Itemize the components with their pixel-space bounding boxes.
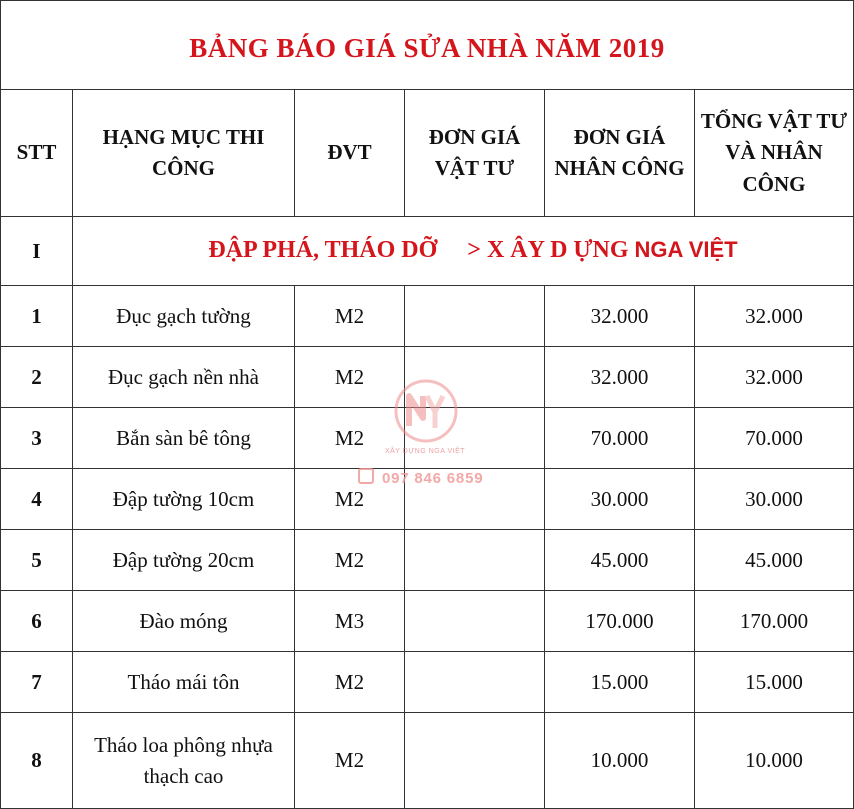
row-total: 32.000 — [695, 286, 854, 347]
row-material-price — [405, 469, 545, 530]
group-brand-name: NGA VIỆT — [634, 236, 738, 262]
title-cell — [1, 1, 854, 90]
row-stt: 3 — [1, 408, 73, 469]
row-item: Bắn sàn bê tông — [73, 408, 295, 469]
row-labor-price: 15.000 — [545, 652, 695, 713]
header-material-price — [405, 90, 545, 217]
row-total: 170.000 — [695, 591, 854, 652]
header-item-line: HẠNG MỤC THI — [102, 124, 265, 149]
group-stt: I — [1, 217, 73, 286]
row-unit: M2 — [295, 530, 405, 591]
row-item-line: Tháo loa phông nhựa — [94, 733, 273, 758]
header-material-line: ĐƠN GIÁ — [428, 124, 521, 149]
table-row — [1, 469, 854, 530]
row-stt: 7 — [1, 652, 73, 713]
row-stt: 8 — [1, 713, 73, 809]
row-item: Đập tường 20cm — [73, 530, 295, 591]
row-item: Đục gạch tường — [73, 286, 295, 347]
row-material-price — [405, 347, 545, 408]
row-unit: M2 — [295, 408, 405, 469]
table-row — [1, 591, 854, 652]
header-stt: STT — [1, 90, 73, 217]
header-item-line: CÔNG — [152, 156, 215, 180]
table-row — [1, 286, 854, 347]
row-unit: M3 — [295, 591, 405, 652]
row-item: Tháo mái tôn — [73, 652, 295, 713]
row-material-price — [405, 591, 545, 652]
table-row — [1, 652, 854, 713]
page-title: BẢNG BÁO GIÁ SỬA NHÀ NĂM 2019 — [189, 33, 665, 64]
header-labor-line: ĐƠN GIÁ — [573, 124, 666, 149]
table-row — [1, 530, 854, 591]
row-labor-price: 30.000 — [545, 469, 695, 530]
header-labor-line: NHÂN CÔNG — [554, 156, 685, 180]
header-total-line: CÔNG — [742, 171, 806, 196]
group-brand-prefix: > X ÂY D ỰNG — [467, 236, 629, 263]
row-stt: 2 — [1, 347, 73, 408]
row-unit: M2 — [295, 347, 405, 408]
row-labor-price: 45.000 — [545, 530, 695, 591]
row-total: 10.000 — [695, 713, 854, 809]
table-row — [1, 408, 854, 469]
row-unit: M2 — [295, 713, 405, 809]
row-material-price — [405, 652, 545, 713]
table-row — [1, 347, 854, 408]
row-item: Đập tường 10cm — [73, 469, 295, 530]
header-item — [73, 90, 295, 217]
row-labor-price: 32.000 — [545, 286, 695, 347]
row-item: Đục gạch nền nhà — [73, 347, 295, 408]
watermark-phone-number: 097 846 6859 — [382, 470, 484, 487]
header-unit: ĐVT — [295, 90, 405, 217]
header-total — [695, 90, 854, 217]
row-total: 15.000 — [695, 652, 854, 713]
row-material-price — [405, 286, 545, 347]
row-unit: M2 — [295, 286, 405, 347]
row-unit: M2 — [295, 469, 405, 530]
row-stt: 5 — [1, 530, 73, 591]
row-stt: 6 — [1, 591, 73, 652]
row-stt: 1 — [1, 286, 73, 347]
row-labor-price: 170.000 — [545, 591, 695, 652]
group-title-cell — [73, 217, 854, 286]
row-material-price — [405, 408, 545, 469]
table-row — [1, 713, 854, 809]
row-labor-price: 32.000 — [545, 347, 695, 408]
group-title — [208, 237, 737, 263]
header-row — [1, 90, 854, 217]
row-stt: 4 — [1, 469, 73, 530]
header-total-line: VÀ NHÂN — [725, 140, 823, 165]
group-row — [1, 217, 854, 286]
row-total: 45.000 — [695, 530, 854, 591]
row-labor-price: 10.000 — [545, 713, 695, 809]
row-item: Đào móng — [73, 591, 295, 652]
header-labor-price — [545, 90, 695, 217]
header-total-line: TỔNG VẬT TƯ — [700, 108, 848, 133]
header-material-line: VẬT TƯ — [434, 156, 515, 180]
row-item — [73, 713, 295, 809]
row-total: 30.000 — [695, 469, 854, 530]
group-name: ĐẬP PHÁ, THÁO DỠ — [208, 236, 438, 263]
row-item-line: thạch cao — [143, 763, 224, 788]
watermark-company: XÂY DỰNG NGA VIỆT — [384, 448, 466, 455]
row-material-price — [405, 530, 545, 591]
row-total: 32.000 — [695, 347, 854, 408]
row-material-price — [405, 713, 545, 809]
row-labor-price: 70.000 — [545, 408, 695, 469]
row-total: 70.000 — [695, 408, 854, 469]
row-unit: M2 — [295, 652, 405, 713]
